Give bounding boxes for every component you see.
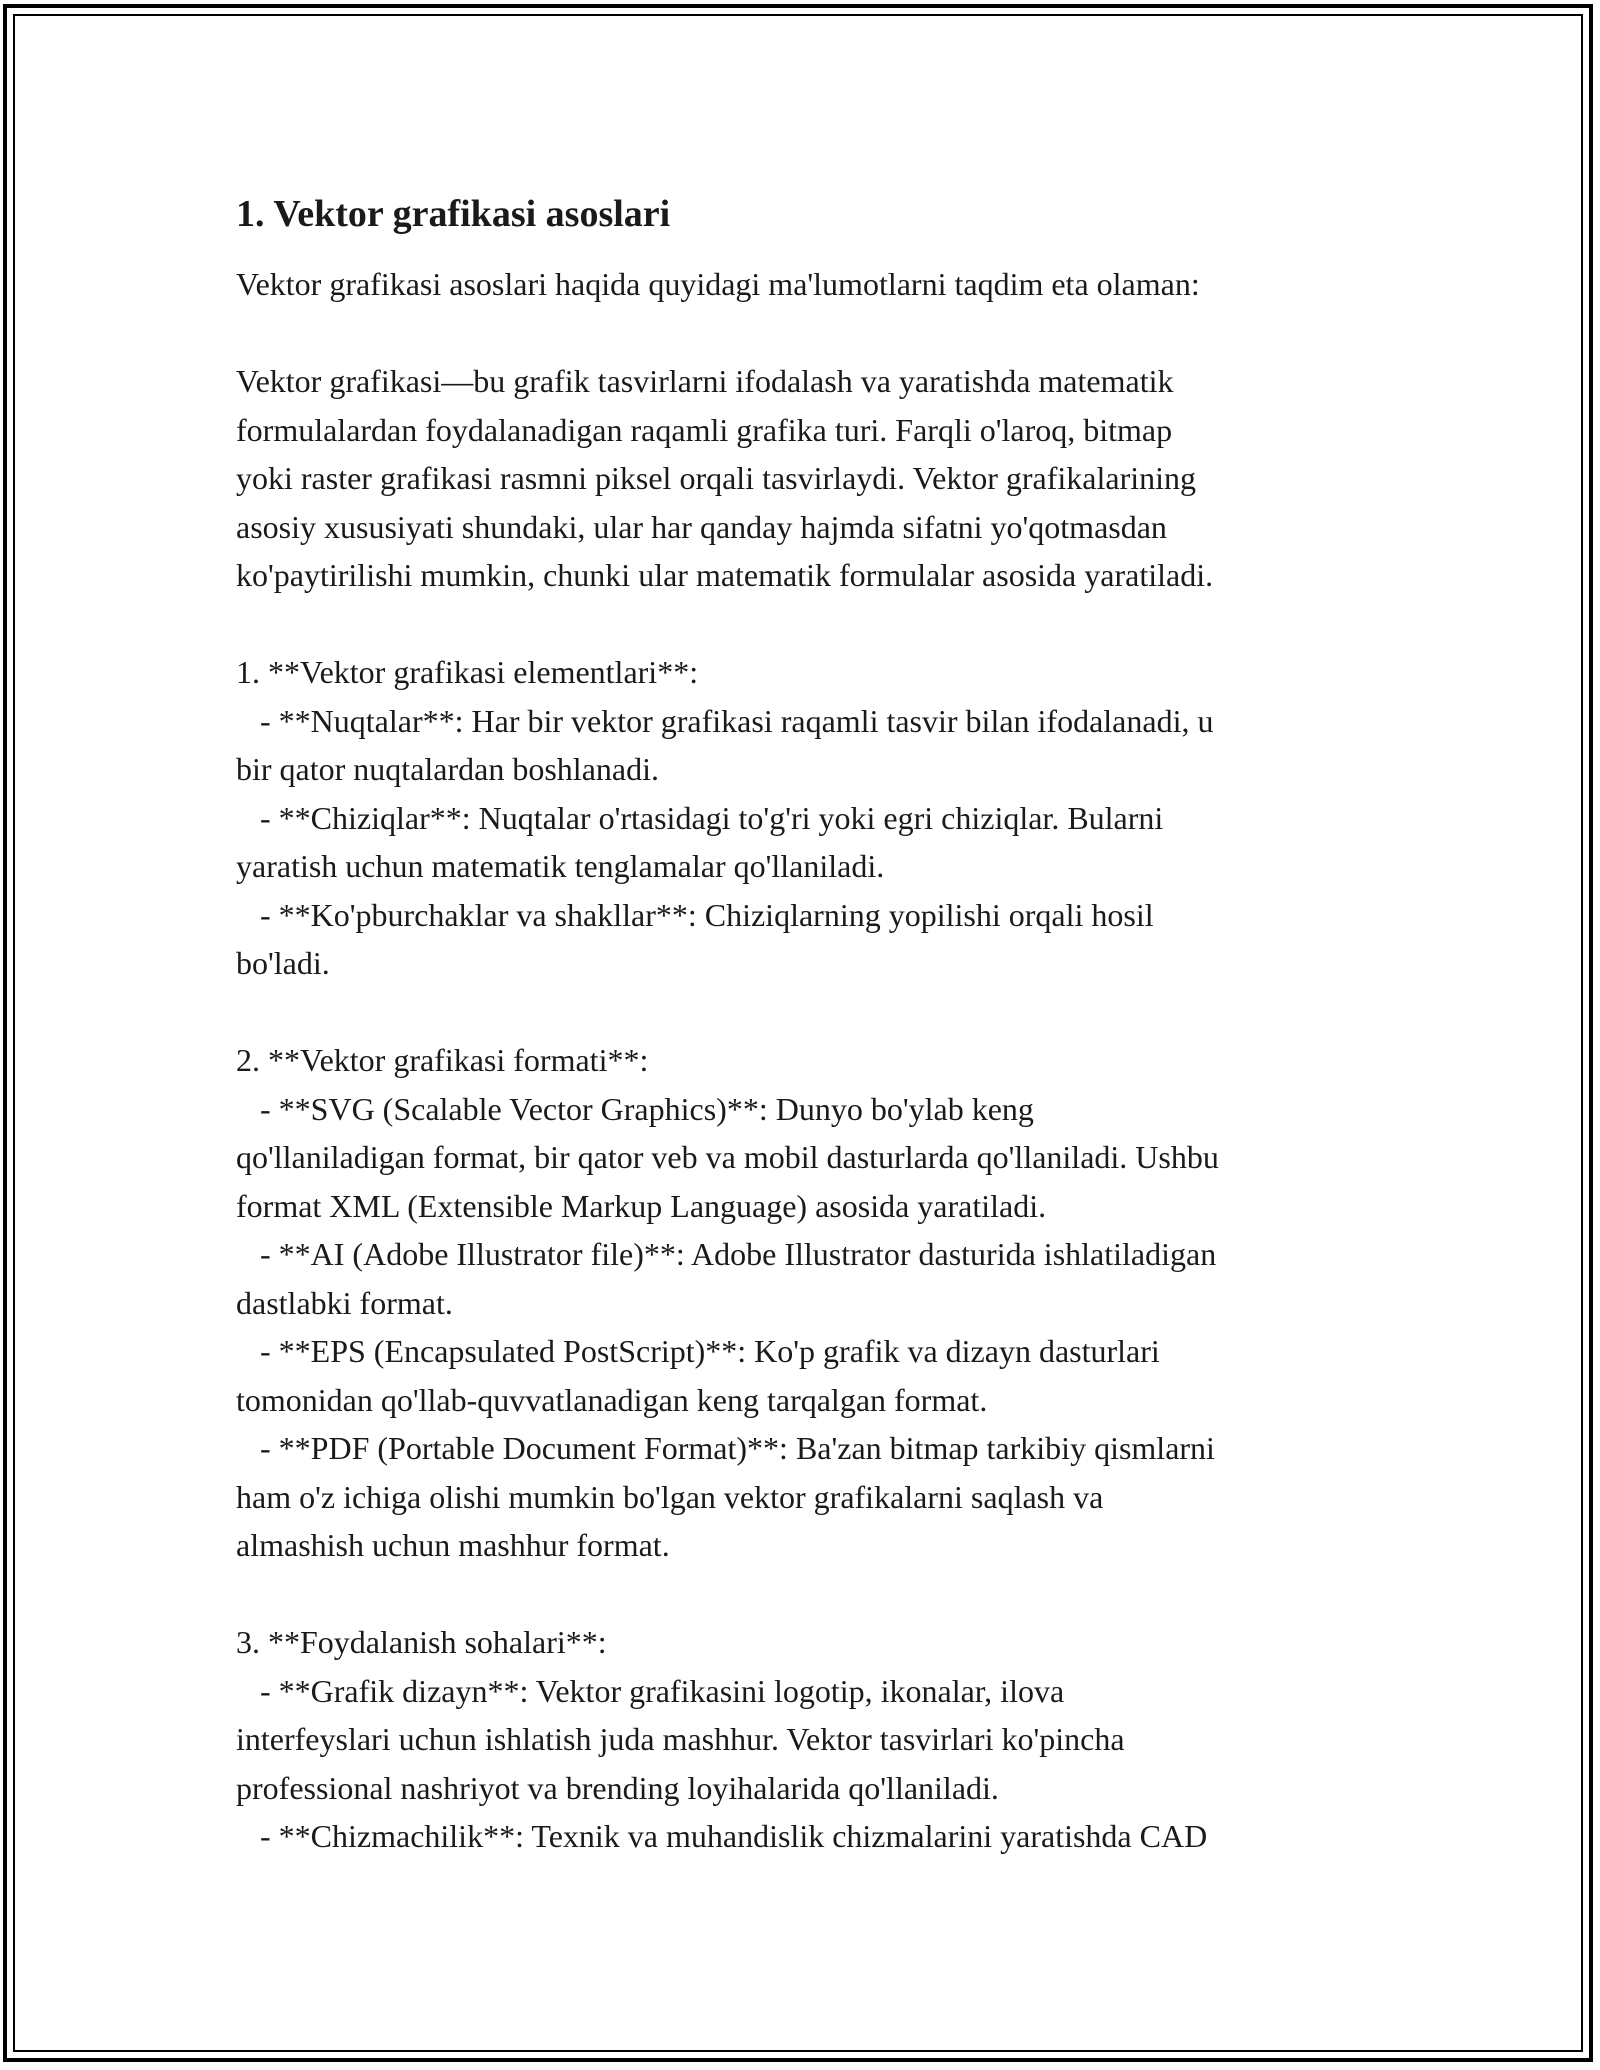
list-item-line: - **EPS (Encapsulated PostScript)**: Ko'p grafik va dizayn dasturlari (236, 1333, 1160, 1369)
section-formats (236, 1036, 1376, 1570)
list-item-line: - **Chiziqlar**: Nuqtalar o'rtasidagi to'g'ri yoki egri chiziqlar. Bularni (236, 799, 1164, 836)
section-heading: 2. **Vektor grafikasi formati**: (236, 1042, 649, 1078)
list-item-line: - **SVG (Scalable Vector Graphics)**: Dunyo bo'ylab keng (236, 1090, 1034, 1127)
paragraph-gap (236, 1570, 1376, 1619)
list-item-line: - **PDF (Portable Document Format)**: Ba'zan bitmap tarkibiy qismlarni (236, 1430, 1215, 1466)
text-line: asosiy xususiyati shundaki, ular har qanday hajmda sifatni yo'qotmasdan (236, 508, 1167, 545)
section-heading: 1. **Vektor grafikasi elementlari**: (236, 654, 699, 690)
section-elements (236, 648, 1376, 988)
text-line: Vektor grafikasi—bu grafik tasvirlarni ifodalash va yaratishda matematik (236, 363, 1174, 399)
paragraph-gap (236, 988, 1376, 1037)
list-item-line: yaratish uchun matematik tenglamalar qo'llaniladi. (236, 848, 885, 884)
intro-paragraph: Vektor grafikasi asoslari haqida quyidagi ma'lumotlarni taqdim eta olaman: (236, 266, 1200, 302)
list-item-line: almashish uchun mashhur format. (236, 1527, 670, 1563)
list-item-line: professional nashriyot va brending loyihalarida qo'llaniladi. (236, 1769, 999, 1806)
list-item-line: format XML (Extensible Markup Language) asosida yaratiladi. (236, 1187, 1047, 1224)
definition-paragraph (236, 357, 1376, 600)
list-item-line: qo'llaniladigan format, bir qator veb va mobil dasturlarda qo'llaniladi. Ushbu (236, 1139, 1219, 1175)
list-item-line: - **Ko'pburchaklar va shakllar**: Chiziqlarning yopilishi orqali hosil (236, 896, 1154, 933)
list-item-line: bo'ladi. (236, 945, 330, 981)
list-item-line: tomonidan qo'llab-quvvatlanadigan keng tarqalgan format. (236, 1381, 988, 1418)
list-item-line: bir qator nuqtalardan boshlanadi. (236, 751, 659, 787)
text-line: formulalardan foydalanadigan raqamli grafika turi. Farqli o'laroq, bitmap (236, 411, 1173, 448)
document-title: 1. Vektor grafikasi asoslari (236, 193, 671, 235)
list-item-line: - **Chizmachilik**: Texnik va muhandislik chizmalarini yaratishda CAD (236, 1818, 1208, 1854)
list-item-line: interfeyslari uchun ishlatish juda mashhur. Vektor tasvirlari ko'pincha (236, 1721, 1125, 1757)
text-line: yoki raster grafikasi rasmni piksel orqali tasvirlaydi. Vektor grafikalarining (236, 460, 1197, 496)
paragraph-gap (236, 309, 1376, 358)
section-heading: 3. **Foydalanish sohalari**: (236, 1624, 607, 1660)
document-body (236, 188, 1376, 1861)
text-line: ko'paytirilishi mumkin, chunki ular matematik formulalar asosida yaratiladi. (236, 557, 1214, 593)
list-item-line: - **Grafik dizayn**: Vektor grafikasini logotip, ikonalar, ilova (236, 1672, 1065, 1709)
paragraph-gap (236, 600, 1376, 649)
list-item-line: - **AI (Adobe Illustrator file)**: Adobe Illustrator dasturida ishlatiladigan (236, 1236, 1217, 1272)
list-item-line: - **Nuqtalar**: Har bir vektor grafikasi raqamli tasvir bilan ifodalanadi, u (236, 702, 1214, 739)
list-item-line: ham o'z ichiga olishi mumkin bo'lgan vektor grafikalarni saqlash va (236, 1478, 1104, 1515)
section-usage (236, 1618, 1376, 1861)
list-item-line: dastlabki format. (236, 1284, 453, 1321)
